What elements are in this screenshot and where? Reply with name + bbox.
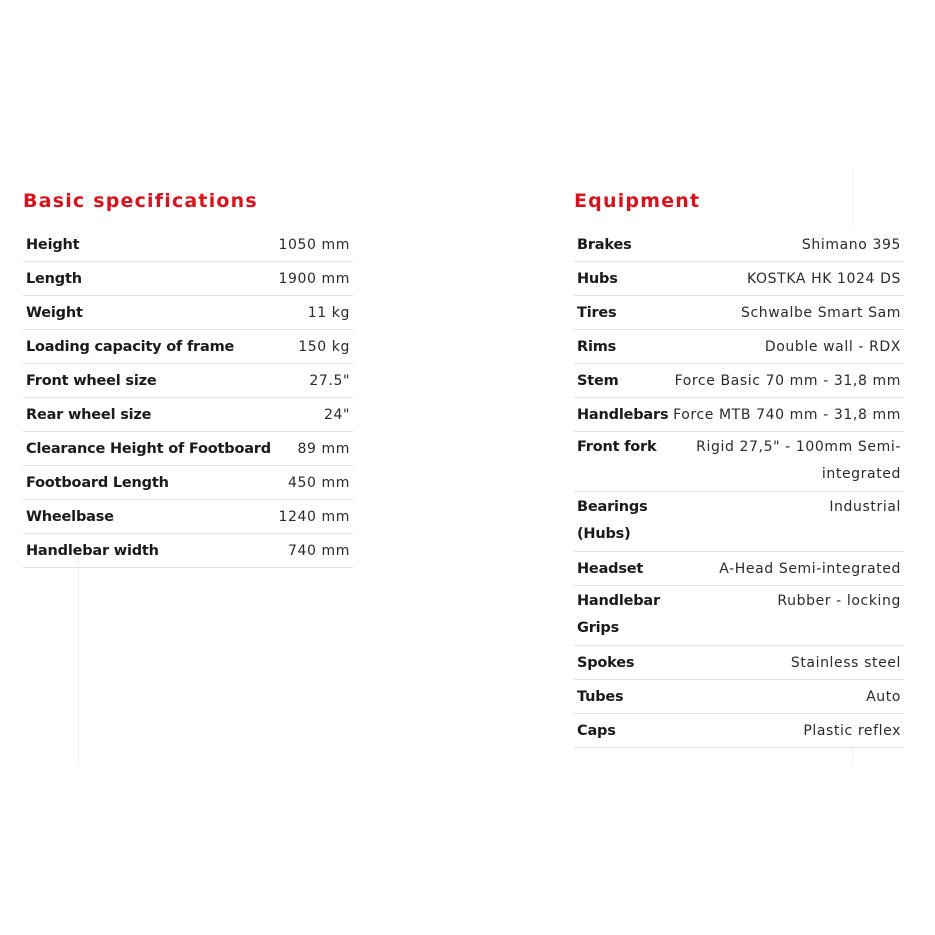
spec-label: Caps	[577, 723, 616, 739]
spec-value: 740 mm	[287, 543, 350, 559]
spec-label: Length	[26, 271, 82, 287]
spec-value: Schwalbe Smart Sam	[740, 305, 901, 321]
spec-row	[23, 330, 353, 364]
spec-value: 1240 mm	[278, 509, 350, 525]
spec-label: Wheelbase	[26, 509, 114, 525]
spec-row	[574, 364, 904, 398]
spec-value: Rubber - locking	[777, 593, 901, 609]
spec-row	[574, 228, 904, 262]
spec-row	[574, 330, 904, 364]
spec-value: 450 mm	[287, 475, 350, 491]
spec-value: 89 mm	[297, 441, 350, 457]
spec-row	[574, 714, 904, 748]
spec-value: Force MTB 740 mm - 31,8 mm	[673, 407, 901, 423]
spec-value: KOSTKA HK 1024 DS	[747, 271, 901, 287]
spec-label: Tubes	[577, 689, 624, 705]
spec-value: Double wall - RDX	[764, 339, 901, 355]
spec-label: Front wheel size	[26, 373, 157, 389]
spec-row	[23, 262, 353, 296]
spec-row	[23, 432, 353, 466]
spec-value: 150 kg	[298, 339, 350, 355]
section-title: Equipment	[574, 190, 701, 212]
spec-value: Stainless steel	[790, 655, 901, 671]
spec-value: Shimano 395	[801, 237, 901, 253]
spec-label: Headset	[577, 561, 644, 577]
spec-row	[574, 262, 904, 296]
spec-row	[574, 586, 904, 646]
spec-label: Weight	[26, 305, 83, 321]
spec-row	[574, 398, 904, 432]
spec-label: Rims	[577, 339, 617, 355]
section-title: Basic specifications	[23, 190, 258, 212]
spec-label: Handlebar width	[26, 543, 159, 559]
spec-value: 24"	[323, 407, 350, 423]
spec-value: Plastic reflex	[803, 723, 901, 739]
spec-label: Stem	[577, 373, 619, 389]
spec-value: 1050 mm	[278, 237, 350, 253]
spec-row	[574, 432, 904, 492]
spec-label: Handlebar Grips	[577, 593, 660, 636]
spec-row	[23, 398, 353, 432]
spec-label: Hubs	[577, 271, 618, 287]
spec-label: Tires	[577, 305, 617, 321]
spec-value: A-Head Semi-integrated	[719, 561, 901, 577]
spec-row	[23, 228, 353, 262]
spec-label: Clearance Height of Footboard	[26, 441, 271, 457]
spec-value: 11 kg	[307, 305, 350, 321]
spec-row	[574, 552, 904, 586]
spec-label: Loading capacity of frame	[26, 339, 235, 355]
spec-label: Rear wheel size	[26, 407, 152, 423]
spec-row	[574, 296, 904, 330]
spec-value: Rigid 27,5" - 100mm Semi-integrated	[696, 439, 901, 482]
spec-row	[23, 500, 353, 534]
spec-value: 27.5"	[309, 373, 350, 389]
spec-row	[23, 466, 353, 500]
spec-label: Front fork	[577, 439, 657, 455]
spec-value: Industrial	[829, 499, 901, 515]
basic-specifications-section	[23, 186, 353, 568]
spec-row	[574, 492, 904, 552]
spec-label: Brakes	[577, 237, 632, 253]
divider	[78, 546, 79, 766]
spec-row	[23, 364, 353, 398]
spec-row	[574, 646, 904, 680]
divider	[852, 748, 853, 766]
spec-value: 1900 mm	[278, 271, 350, 287]
spec-value: Force Basic 70 mm - 31,8 mm	[674, 373, 901, 389]
spec-label: Height	[26, 237, 80, 253]
spec-label: Footboard Length	[26, 475, 169, 491]
spec-table	[23, 228, 353, 568]
spec-label: Handlebars	[577, 407, 669, 423]
spec-row	[574, 680, 904, 714]
spec-label: Bearings (Hubs)	[577, 499, 648, 542]
spec-row	[23, 296, 353, 330]
spec-table	[574, 228, 904, 748]
spec-label: Spokes	[577, 655, 635, 671]
spec-row	[23, 534, 353, 568]
equipment-section	[574, 186, 904, 748]
spec-value: Auto	[866, 689, 901, 705]
